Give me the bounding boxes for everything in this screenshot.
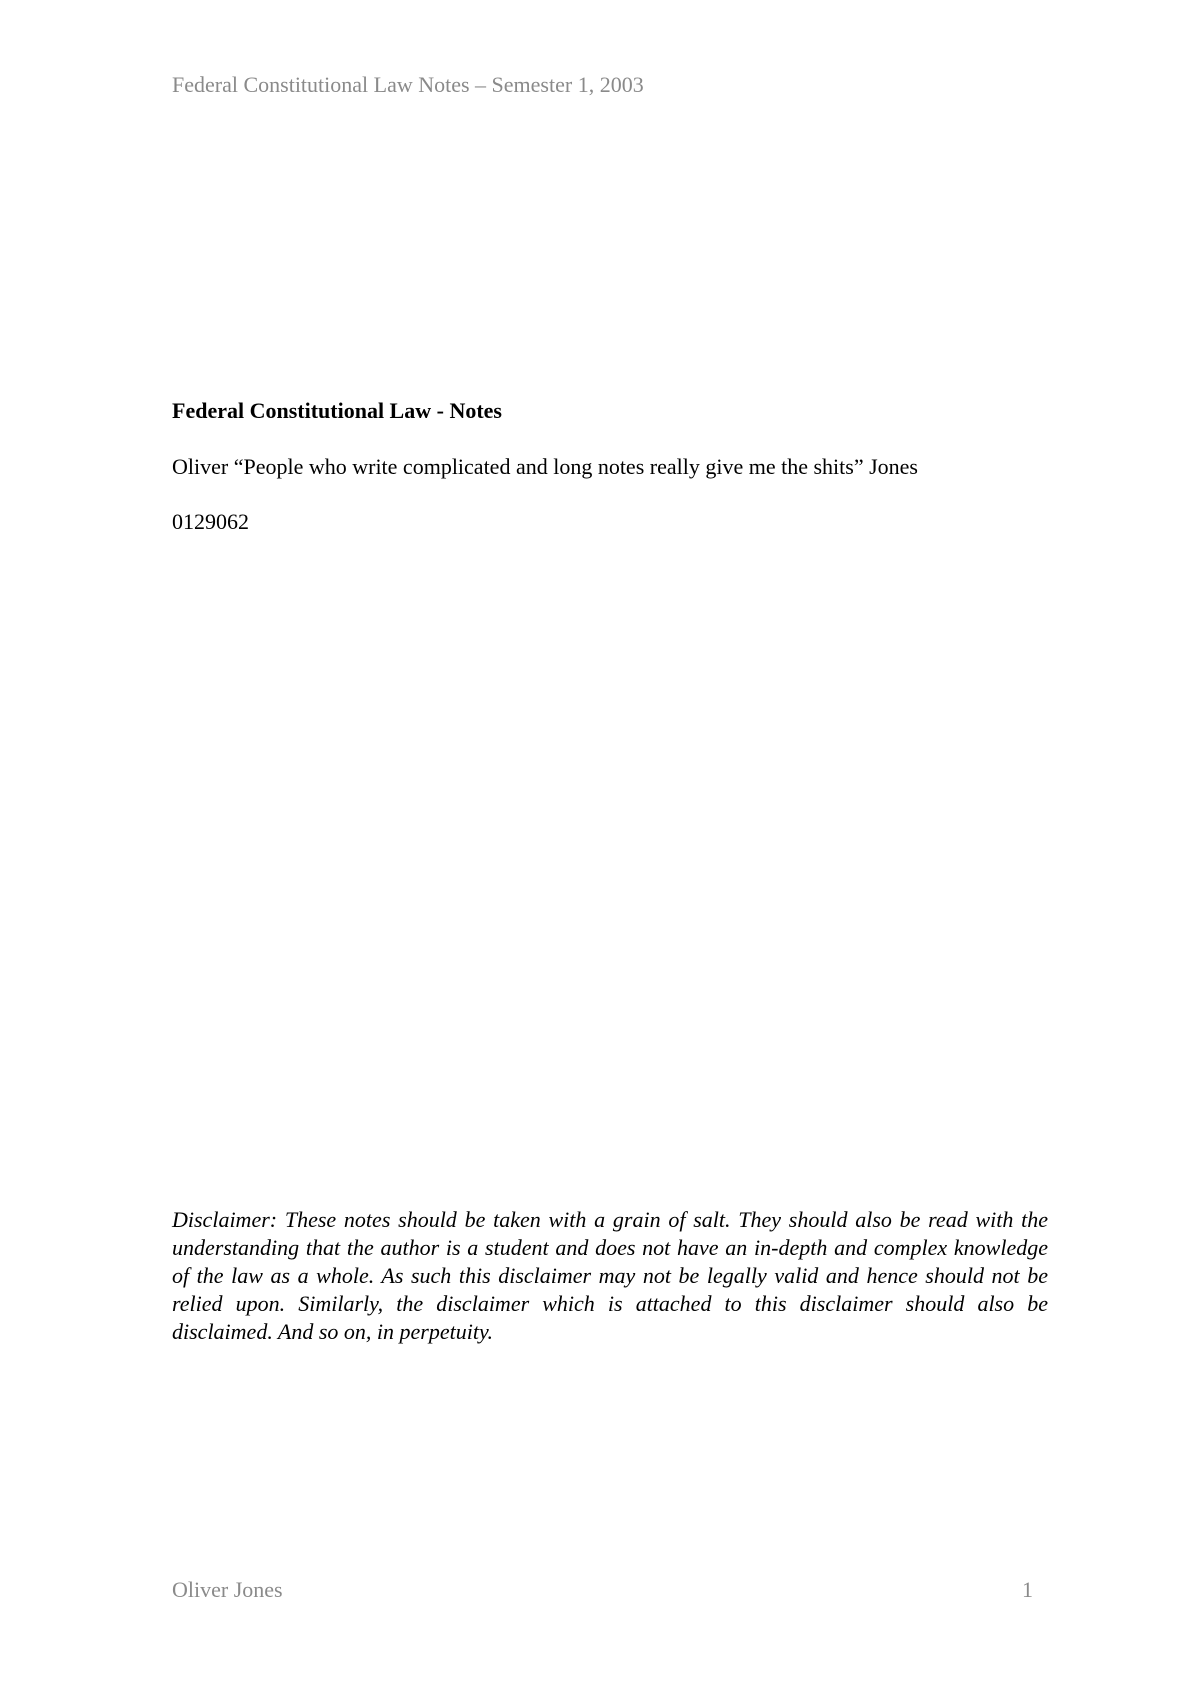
page-number: 1 (1022, 1577, 1033, 1602)
disclaimer-paragraph: Disclaimer: These notes should be taken with a grain of salt. They should also be read with the understanding that the author is a student and does not have an in-depth and complex knowledge of the law as a whole. As such this disclaimer may not be legally valid and hence should not be relied upon. Similarly, the disclaimer which is attached to this disclaimer should also be disclaimed. And so on, in perpetuity. (172, 1207, 1048, 1344)
footer-author: Oliver Jones (172, 1577, 283, 1602)
student-number: 0129062 (172, 509, 249, 534)
document-title: Federal Constitutional Law - Notes (172, 398, 502, 423)
running-header: Federal Constitutional Law Notes – Semester 1, 2003 (172, 72, 644, 97)
author-line: Oliver “People who write complicated and long notes really give me the shits” Jones (172, 454, 918, 479)
